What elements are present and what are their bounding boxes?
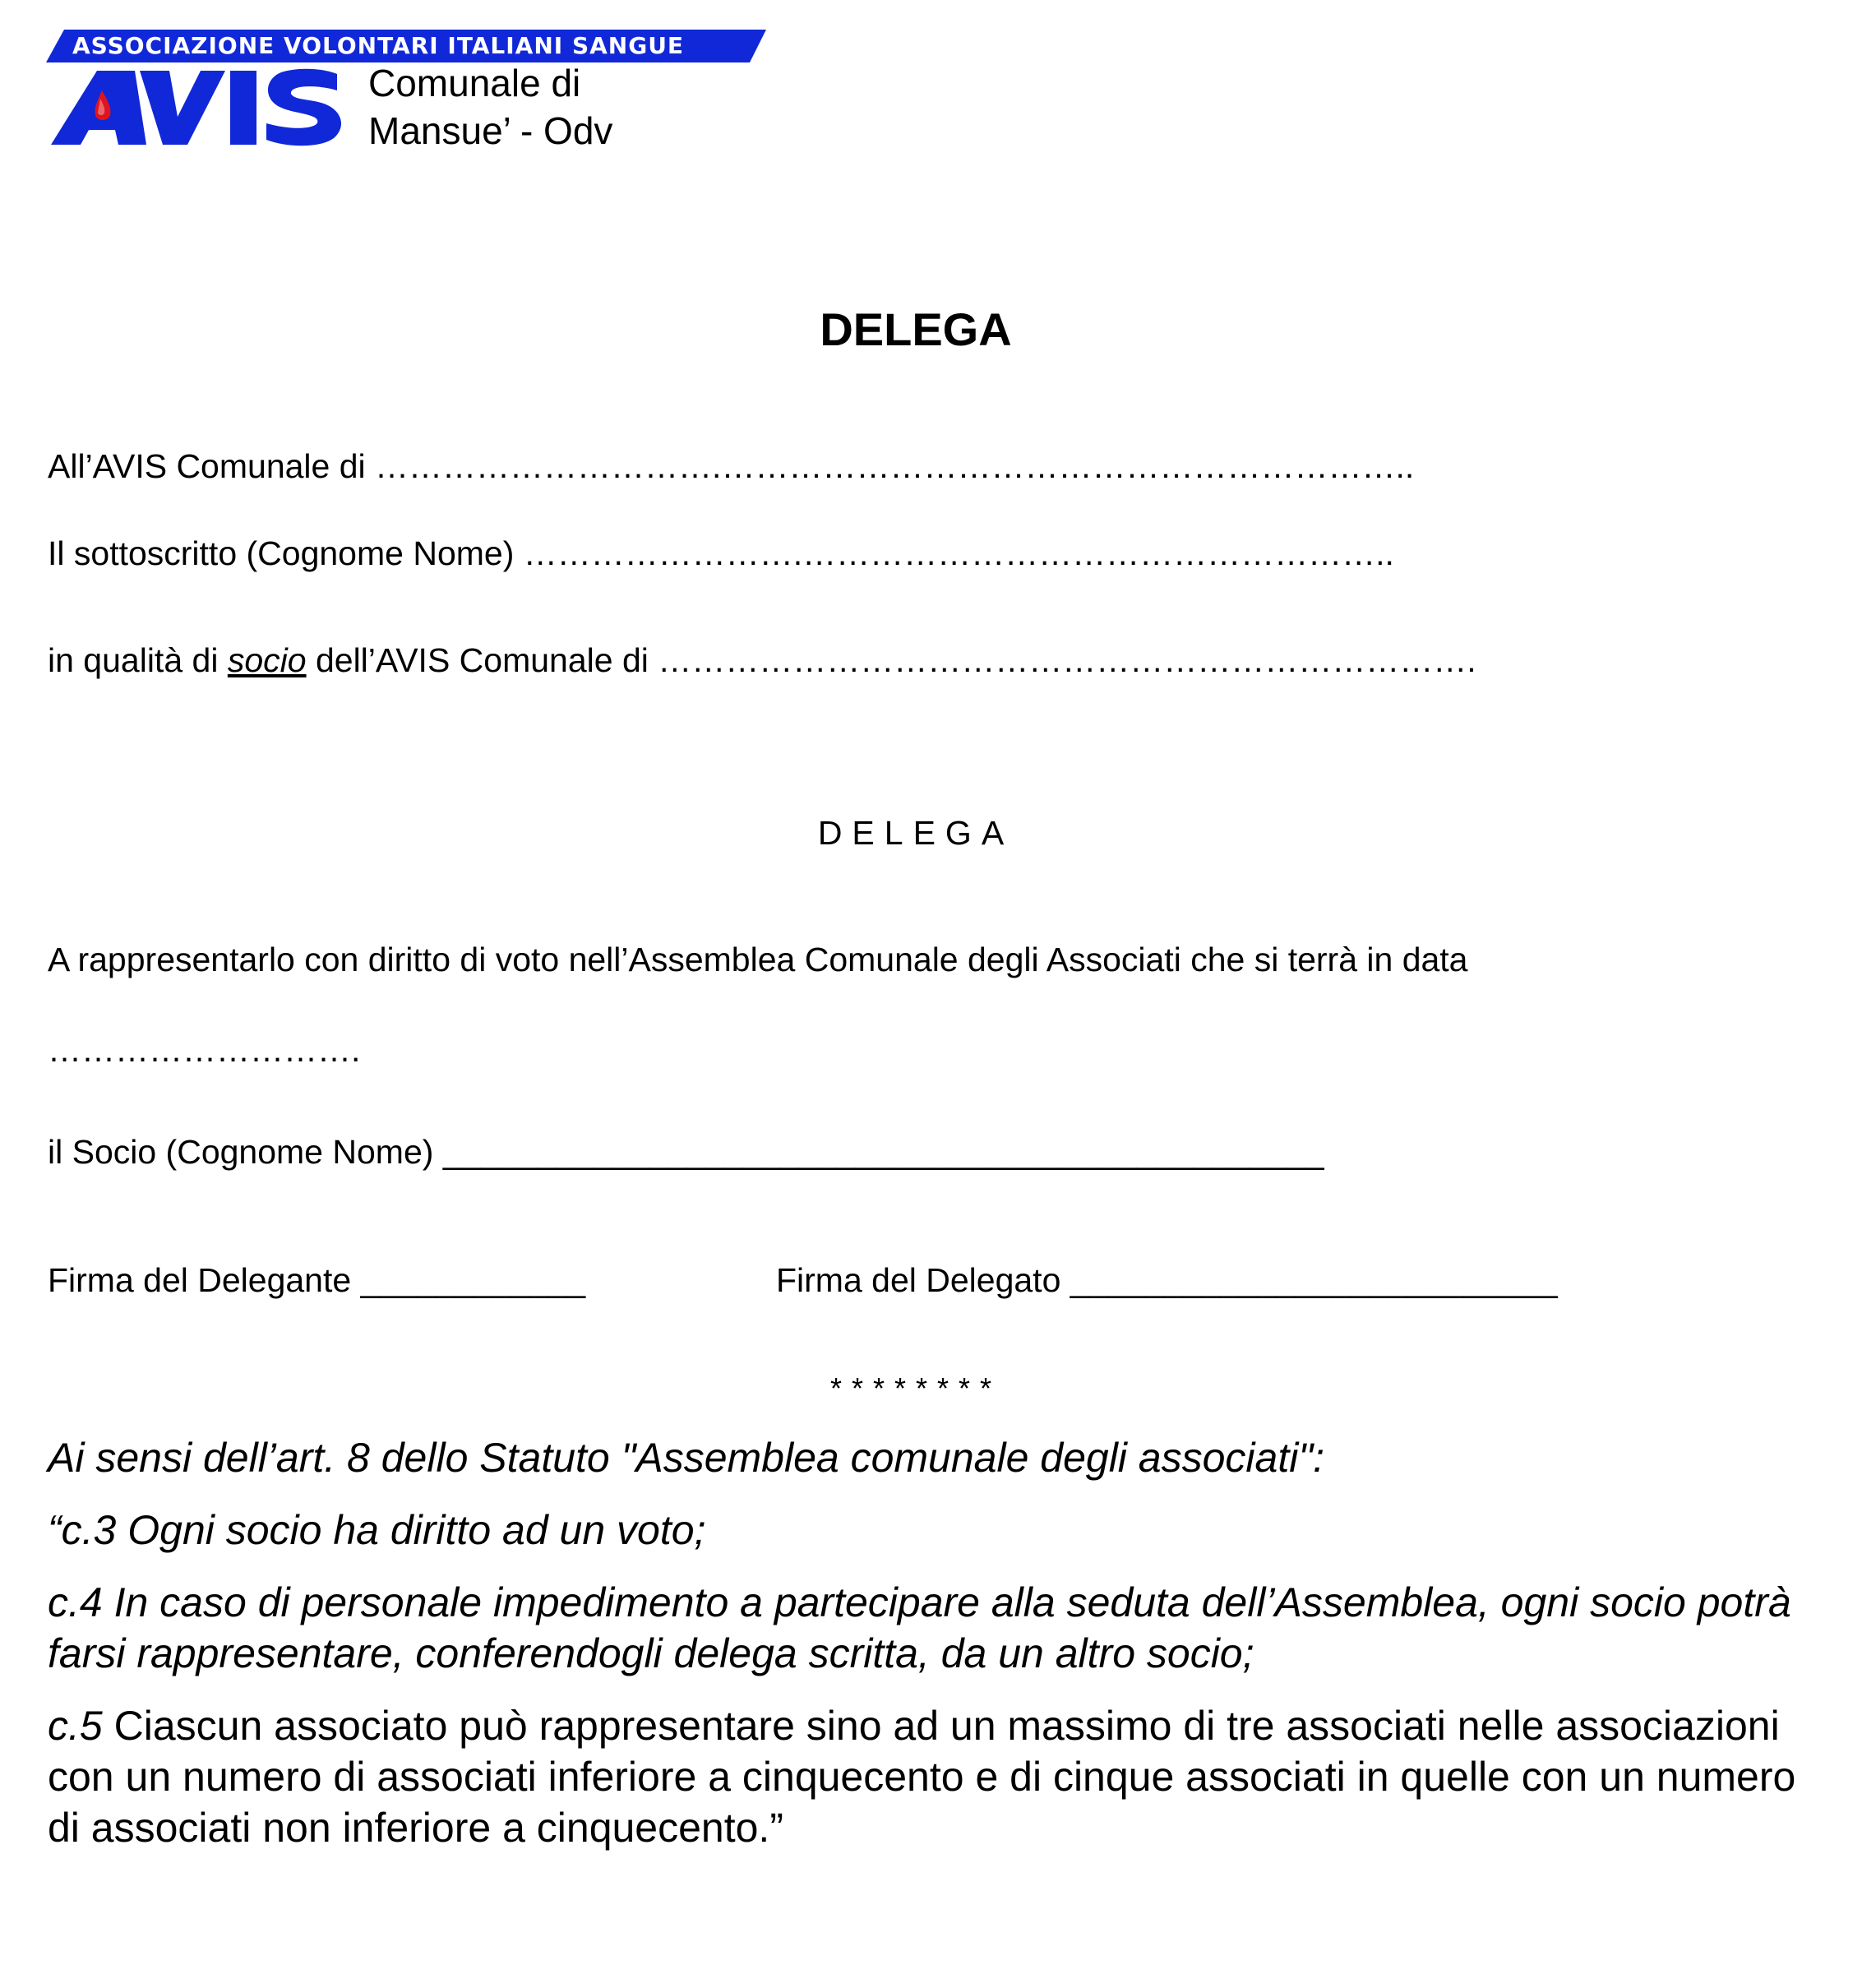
association-name: ASSOCIAZIONE VOLONTARI ITALIANI SANGUE	[72, 32, 685, 59]
sign-delegato-line: __________________________	[1070, 1261, 1558, 1299]
field-socio	[48, 1133, 1324, 1172]
statute-c3: “c.3 Ogni socio ha diritto ad un voto;	[48, 1507, 706, 1553]
avis-section-name	[368, 59, 612, 155]
avis-logo-graphic	[49, 66, 345, 148]
field-avis-comunale	[48, 447, 1414, 486]
statute-c5-text: Ciascun associato può rappresentare sino ad un massimo di tre associati nelle associazioni con un numero di associati inferiore a cinquecento e di cinque associati in quelle con un numero di associati non inferiore a cinquecento.”	[48, 1703, 1796, 1851]
sign-delegato-label: Firma del Delegato	[776, 1261, 1061, 1299]
date-dots: ……………………….	[48, 1031, 361, 1069]
sign-delegante-line: ____________	[360, 1261, 586, 1299]
represent-text: A rappresentarlo con diritto di voto nell’Assemblea Comunale degli Associati che si terrà in data	[48, 941, 1468, 978]
statute-c5-prefix: c.5	[48, 1703, 103, 1749]
page-title: DELEGA	[820, 303, 1012, 355]
field-member-word: socio	[227, 641, 307, 679]
signature-delegante	[48, 1261, 585, 1300]
field-signer	[48, 534, 1394, 573]
field-member-dots: ……………………………………………………………….	[658, 641, 1476, 679]
statute-heading: Ai sensi dell’art. 8 dello Statuto "Assemblea comunale degli associati":	[48, 1435, 1324, 1481]
separator: ********	[829, 1371, 1002, 1405]
avis-logo	[49, 66, 345, 152]
field-member	[48, 641, 1476, 680]
field-avis-dots: ………………………….……………………………………………………..	[375, 447, 1415, 485]
association-banner	[46, 30, 766, 62]
field-signer-label: Il sottoscritto (Cognome Nome)	[48, 534, 515, 572]
statute-c5	[48, 1700, 1807, 1853]
socio-line: _______________________________________________	[442, 1133, 1324, 1171]
signature-delegato	[776, 1261, 1558, 1300]
delega-heading: DELEGA	[817, 814, 1014, 852]
field-member-prefix: in qualità di	[48, 641, 219, 679]
field-avis-label: All’AVIS Comunale di	[48, 447, 366, 485]
section-line-2: Mansue’ - Odv	[368, 109, 613, 152]
statute-c4: c.4 In caso di personale impedimento a partecipare alla seduta dell’Assemblea, ogni socio potrà farsi rappresentare, conferendogli delega scritta, da un altro socio;	[48, 1579, 1791, 1676]
sign-delegante-label: Firma del Delegante	[48, 1261, 352, 1299]
field-member-suffix: dell’AVIS Comunale di	[315, 641, 649, 679]
field-signer-dots: …………………….……………………………………………..	[523, 534, 1394, 572]
section-line-1: Comunale di	[368, 62, 581, 104]
socio-label: il Socio (Cognome Nome)	[48, 1133, 434, 1171]
